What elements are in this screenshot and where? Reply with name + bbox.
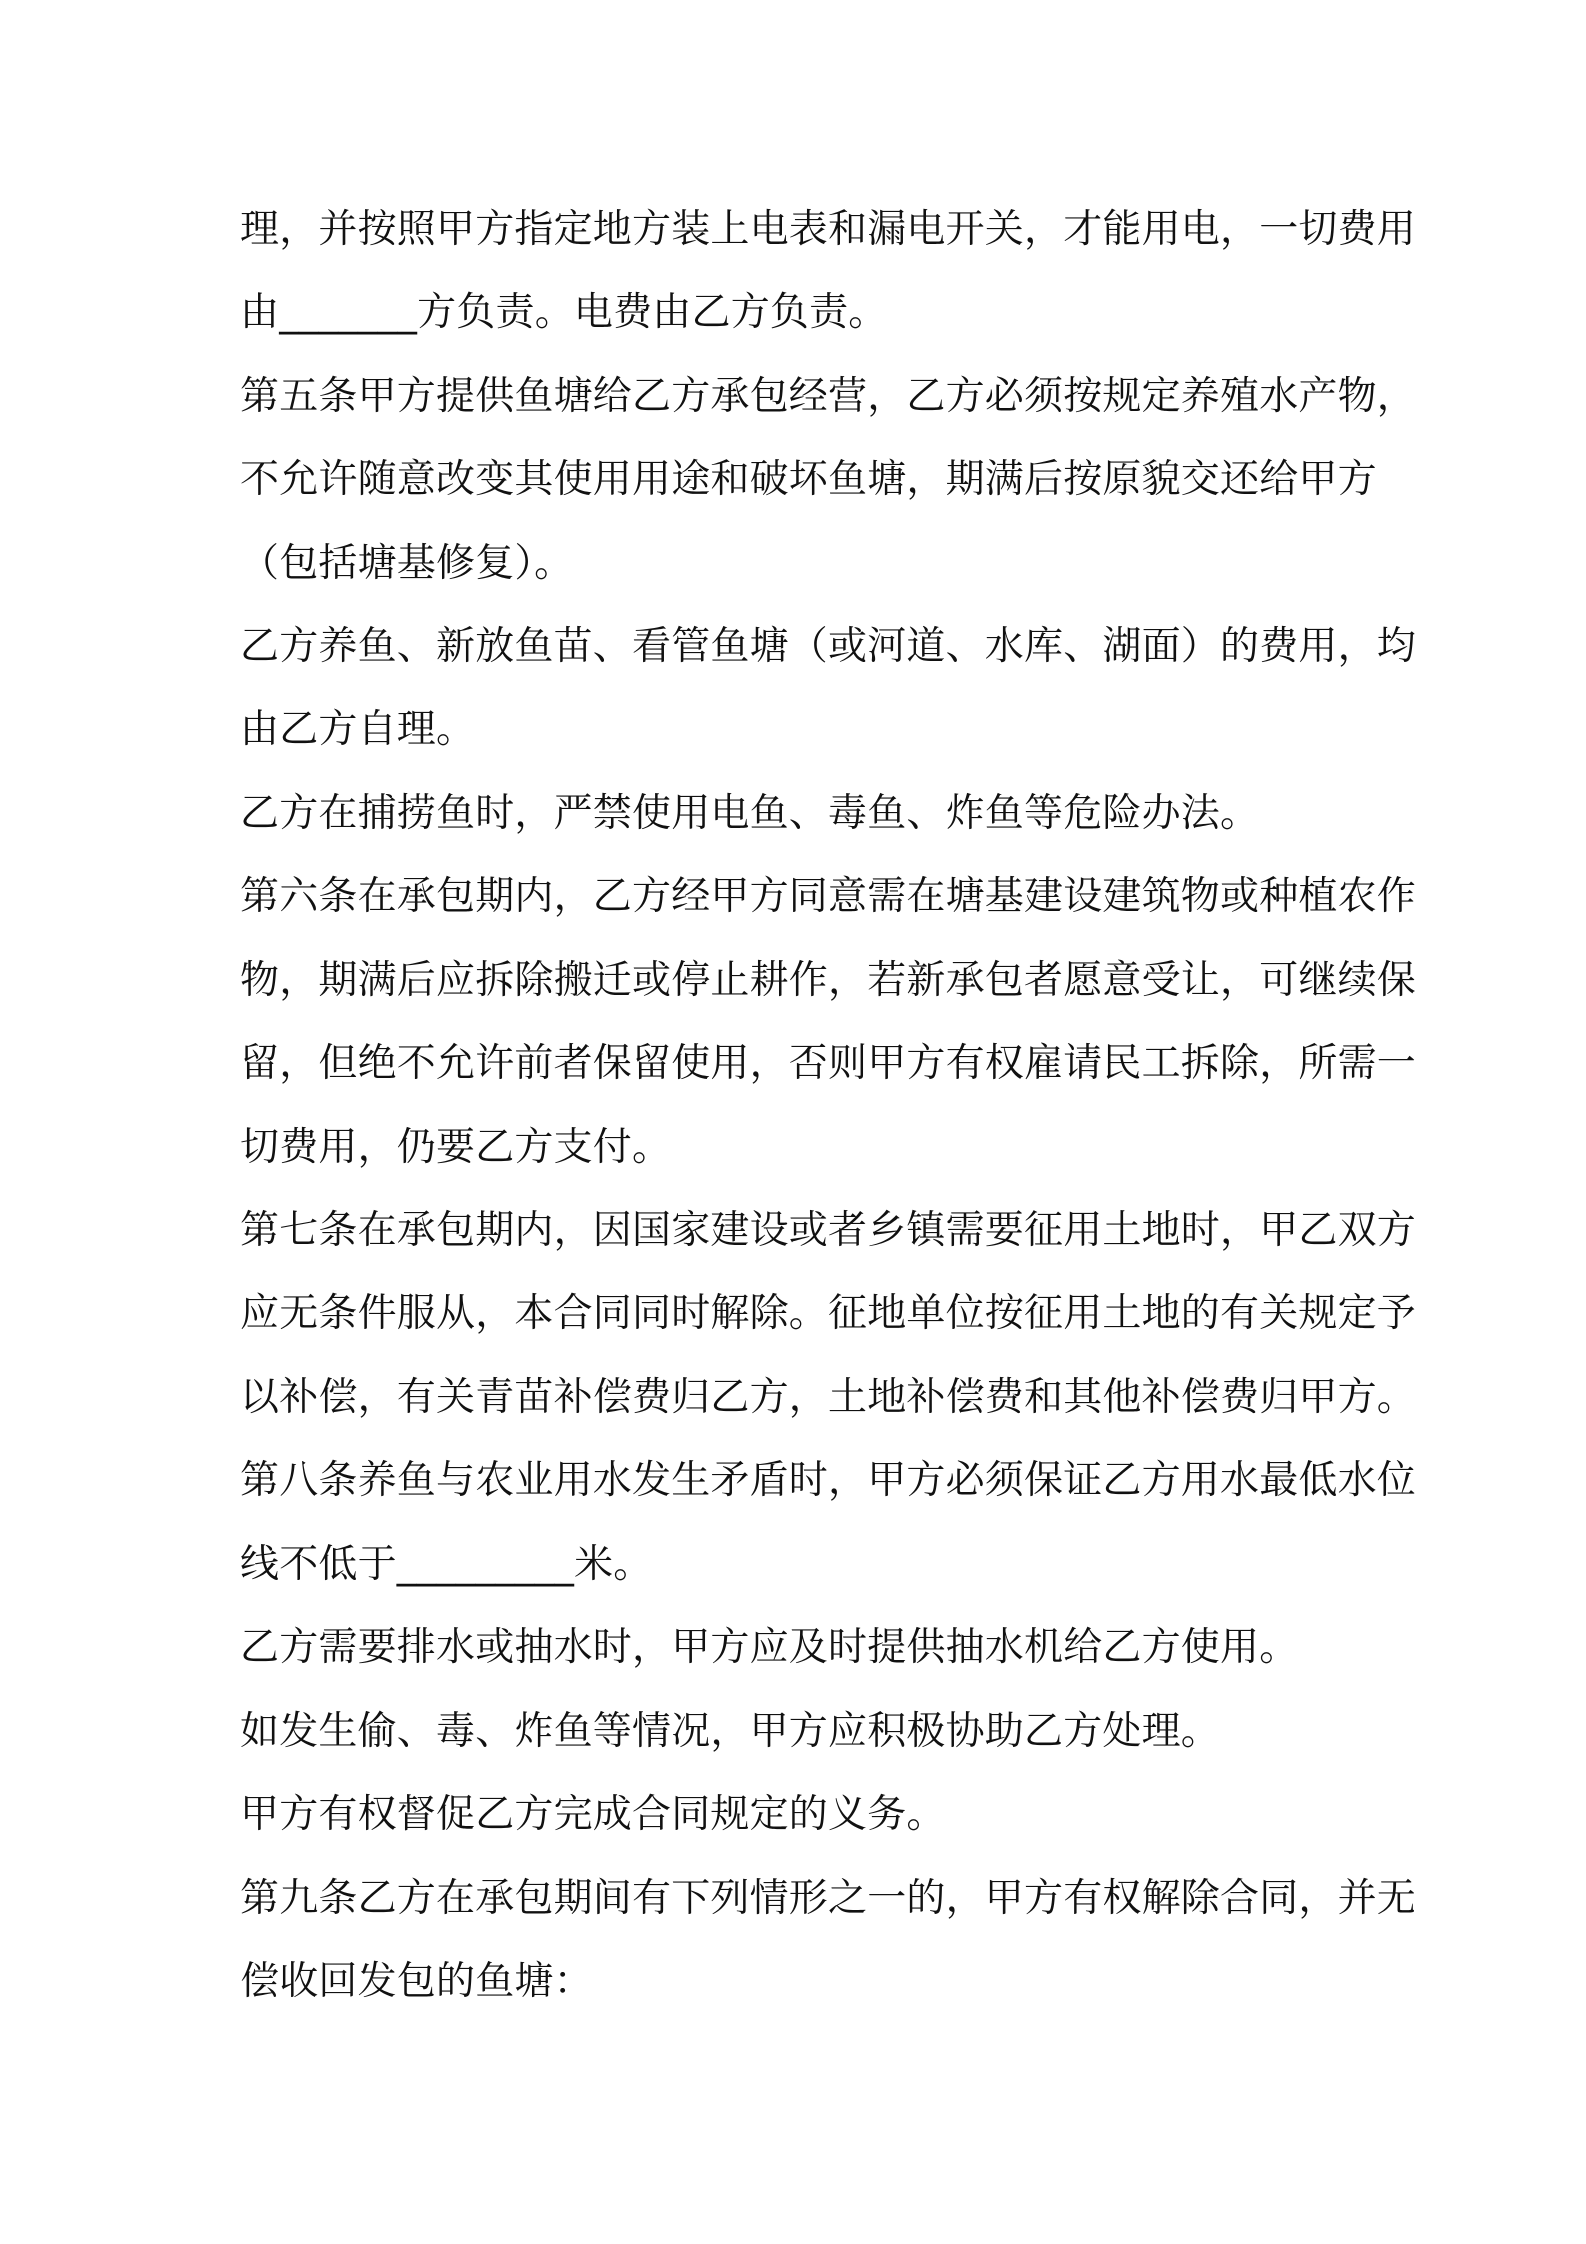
text-line: （包括塘基修复）。 <box>240 541 574 586</box>
text-line: 由_______方负责。电费由乙方负责。 <box>240 290 888 335</box>
text-line: 以补偿，有关青苗补偿费归乙方，土地补偿费和其他补偿费归甲方。 <box>240 1375 1417 1420</box>
text-line: 第七条在承包期内，因国家建设或者乡镇需要征用土地时，甲乙双方 <box>240 1208 1417 1253</box>
text-line: 不允许随意改变其使用用途和破坏鱼塘，期满后按原貌交还给甲方 <box>240 457 1377 502</box>
text-line: 第九条乙方在承包期间有下列情形之一的，甲方有权解除合同，并无 <box>240 1876 1417 1921</box>
text-line: 第六条在承包期内，乙方经甲方同意需在塘基建设建筑物或种植农作 <box>240 874 1417 919</box>
text-line: 乙方在捕捞鱼时，严禁使用电鱼、毒鱼、炸鱼等危险办法。 <box>240 791 1260 836</box>
text-line: 切费用，仍要乙方支付。 <box>240 1125 672 1170</box>
text-line: 物，期满后应拆除搬迁或停止耕作，若新承包者愿意受让，可继续保 <box>240 958 1417 1003</box>
text-line: 第八条养鱼与农业用水发生矛盾时，甲方必须保证乙方用水最低水位 <box>240 1458 1417 1503</box>
text-line: 偿收回发包的鱼塘： <box>240 1959 593 2004</box>
text-line: 甲方有权督促乙方完成合同规定的义务。 <box>240 1792 946 1837</box>
text-line: 由乙方自理。 <box>240 707 476 752</box>
text-line: 乙方需要排水或抽水时，甲方应及时提供抽水机给乙方使用。 <box>240 1625 1299 1670</box>
text-line: 留，但绝不允许前者保留使用，否则甲方有权雇请民工拆除，所需一 <box>240 1041 1417 1086</box>
text-line: 线不低于_________米。 <box>240 1542 653 1587</box>
text-line: 理，并按照甲方指定地方装上电表和漏电开关，才能用电，一切费用 <box>240 207 1417 252</box>
text-line: 第五条甲方提供鱼塘给乙方承包经营，乙方必须按规定养殖水产物， <box>240 374 1417 419</box>
text-line: 乙方养鱼、新放鱼苗、看管鱼塘（或河道、水库、湖面）的费用，均 <box>240 624 1417 669</box>
text-line: 如发生偷、毒、炸鱼等情况，甲方应积极协助乙方处理。 <box>240 1709 1221 1754</box>
text-line: 应无条件服从，本合同同时解除。征地单位按征用土地的有关规定予 <box>240 1291 1417 1336</box>
